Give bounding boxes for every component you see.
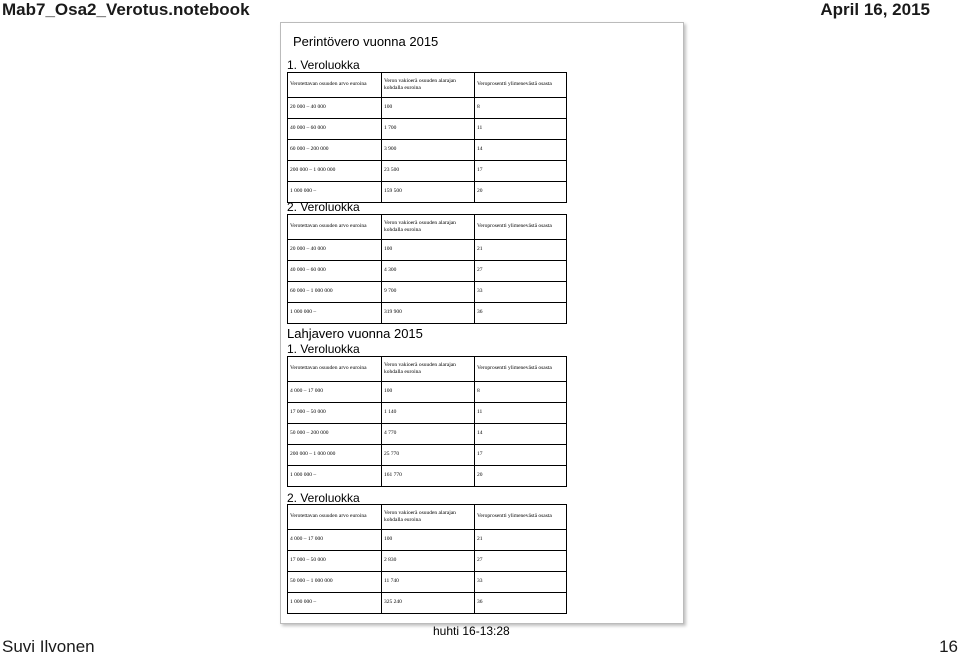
table-cell: 17 000 – 50 000 xyxy=(288,551,382,572)
table-row xyxy=(288,240,567,261)
table-row xyxy=(288,161,567,182)
table-header-row xyxy=(288,357,567,382)
table-cell: 20 xyxy=(475,182,567,203)
column-header: Veroprosentti ylimenevästä osasta xyxy=(475,505,567,530)
table-row xyxy=(288,445,567,466)
column-header: Verotettavan osuuden arvo euroina xyxy=(288,505,382,530)
column-header: Verotettavan osuuden arvo euroina xyxy=(288,357,382,382)
table-cell: 200 000 – 1 000 000 xyxy=(288,445,382,466)
table-cell: 11 xyxy=(475,403,567,424)
table-cell: 21 xyxy=(475,240,567,261)
table-cell: 9 700 xyxy=(382,282,475,303)
column-header: Veroprosentti ylimenevästä osasta xyxy=(475,215,567,240)
table-row xyxy=(288,466,567,487)
table-cell: 17 xyxy=(475,445,567,466)
section-label: 1. Veroluokka xyxy=(287,342,360,356)
column-header: Veron vakioerä osuuden alarajan kohdalla euroina xyxy=(382,357,475,382)
table-row xyxy=(288,382,567,403)
table-cell: 40 000 – 60 000 xyxy=(288,261,382,282)
table-cell: 14 xyxy=(475,424,567,445)
table-cell: 319 900 xyxy=(382,303,475,324)
table-cell: 100 xyxy=(382,382,475,403)
table-cell: 1 700 xyxy=(382,119,475,140)
column-header: Veron vakioerä osuuden alarajan kohdalla euroina xyxy=(382,73,475,98)
notebook-filename: Mab7_Osa2_Verotus.notebook xyxy=(2,0,250,19)
table-cell: 1 000 000 – xyxy=(288,466,382,487)
table-cell: 50 000 – 1 000 000 xyxy=(288,572,382,593)
page-timestamp: huhti 16-13:28 xyxy=(433,624,510,638)
table-cell: 325 240 xyxy=(382,593,475,614)
table-header-row xyxy=(288,505,567,530)
table-cell: 8 xyxy=(475,98,567,119)
table-cell: 40 000 – 60 000 xyxy=(288,119,382,140)
table-cell: 27 xyxy=(475,261,567,282)
table-cell: 4 000 – 17 000 xyxy=(288,530,382,551)
table-cell: 14 xyxy=(475,140,567,161)
table-cell: 21 xyxy=(475,530,567,551)
table-cell: 200 000 – 1 000 000 xyxy=(288,161,382,182)
section-label: 1. Veroluokka xyxy=(287,58,360,72)
table-cell: 11 740 xyxy=(382,572,475,593)
table-cell: 2 830 xyxy=(382,551,475,572)
notebook-date: April 16, 2015 xyxy=(820,0,930,19)
table-row xyxy=(288,119,567,140)
tax-table xyxy=(287,356,567,487)
table-cell: 33 xyxy=(475,282,567,303)
column-header: Verotettavan osuuden arvo euroina xyxy=(288,215,382,240)
table-header-row xyxy=(288,73,567,98)
table-cell: 25 770 xyxy=(382,445,475,466)
table-cell: 3 900 xyxy=(382,140,475,161)
table-cell: 20 xyxy=(475,466,567,487)
table-cell: 60 000 – 1 000 000 xyxy=(288,282,382,303)
column-header: Veron vakioerä osuuden alarajan kohdalla euroina xyxy=(382,505,475,530)
table-cell: 20 000 – 40 000 xyxy=(288,240,382,261)
table-cell: 159 500 xyxy=(382,182,475,203)
section-label: 2. Veroluokka xyxy=(287,491,360,505)
table-row xyxy=(288,530,567,551)
column-header: Veron vakioerä osuuden alarajan kohdalla euroina xyxy=(382,215,475,240)
table-cell: 20 000 – 40 000 xyxy=(288,98,382,119)
table-row xyxy=(288,424,567,445)
table-row xyxy=(288,140,567,161)
tax-table xyxy=(287,72,567,203)
table-cell: 36 xyxy=(475,593,567,614)
table-header-row xyxy=(288,215,567,240)
column-header: Veroprosentti ylimenevästä osasta xyxy=(475,357,567,382)
table-cell: 1 000 000 – xyxy=(288,182,382,203)
table-cell: 27 xyxy=(475,551,567,572)
table-cell: 17 xyxy=(475,161,567,182)
table-cell: 4 300 xyxy=(382,261,475,282)
table-cell: 100 xyxy=(382,530,475,551)
table-cell: 4 000 – 17 000 xyxy=(288,382,382,403)
table-row xyxy=(288,261,567,282)
table-row xyxy=(288,403,567,424)
inheritance-tax-title: Perintövero vuonna 2015 xyxy=(293,34,439,49)
table-cell: 4 770 xyxy=(382,424,475,445)
tax-table xyxy=(287,504,567,614)
table-cell: 8 xyxy=(475,382,567,403)
table-cell: 1 000 000 – xyxy=(288,593,382,614)
tax-table xyxy=(287,214,567,324)
table-row xyxy=(288,551,567,572)
table-cell: 1 140 xyxy=(382,403,475,424)
author-name: Suvi Ilvonen xyxy=(2,637,95,656)
table-cell: 100 xyxy=(382,240,475,261)
section-label: 2. Veroluokka xyxy=(287,200,360,214)
table-row xyxy=(288,303,567,324)
table-row xyxy=(288,282,567,303)
table-cell: 1 000 000 – xyxy=(288,303,382,324)
table-cell: 50 000 – 200 000 xyxy=(288,424,382,445)
column-header: Verotettavan osuuden arvo euroina xyxy=(288,73,382,98)
table-cell: 11 xyxy=(475,119,567,140)
table-cell: 161 770 xyxy=(382,466,475,487)
table-cell: 60 000 – 200 000 xyxy=(288,140,382,161)
table-row xyxy=(288,593,567,614)
gift-tax-title: Lahjavero vuonna 2015 xyxy=(287,326,423,341)
column-header: Veroprosentti ylimenevästä osasta xyxy=(475,73,567,98)
table-cell: 23 500 xyxy=(382,161,475,182)
table-cell: 100 xyxy=(382,98,475,119)
page-number: 16 xyxy=(939,637,958,656)
table-cell: 17 000 – 50 000 xyxy=(288,403,382,424)
table-row xyxy=(288,98,567,119)
table-cell: 33 xyxy=(475,572,567,593)
table-row xyxy=(288,572,567,593)
table-cell: 36 xyxy=(475,303,567,324)
